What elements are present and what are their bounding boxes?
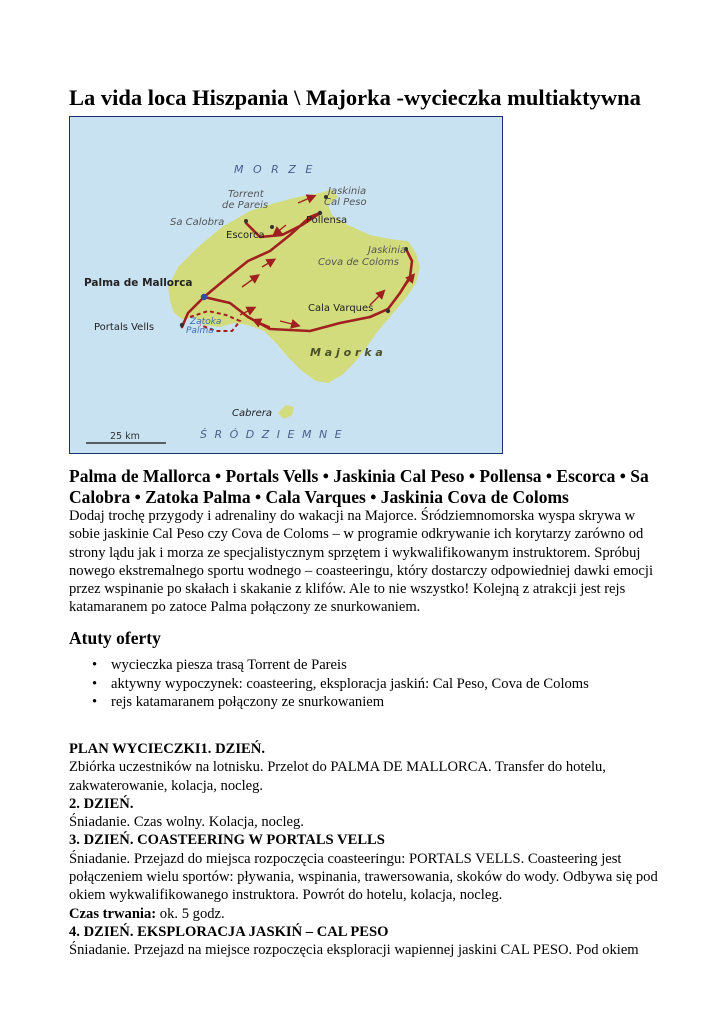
day4-heading: 4. DZIEŃ. EKSPLORACJA JASKIŃ – CAL PESO [69, 923, 389, 940]
torrent-label-2: de Pareis [222, 200, 269, 211]
route-title: Palma de Mallorca • Portals Vells • Jaskinia Cal Peso • Pollensa • Escorca • Sa Calobra • Zatoka Palma • Cala Varques • Jaskinia Cova de Coloms [69, 466, 649, 507]
scale-label: 25 km [110, 431, 140, 442]
list-item-text: rejs katamaranem połączony ze snurkowaniem [111, 694, 385, 711]
atuty-list [69, 656, 669, 712]
list-item [69, 675, 669, 694]
atuty-heading: Atuty oferty [69, 628, 161, 648]
torrent-label-1: Torrent [228, 189, 264, 200]
island-label: M a j o r k a [310, 346, 383, 359]
palma-label: Palma de Mallorca [84, 277, 193, 289]
sea-south-label: Ś R Ó D Z I E M N E [200, 428, 344, 441]
route-map [69, 116, 503, 454]
cal-peso-label-2: Cal Peso [324, 197, 367, 208]
day1-heading: PLAN WYCIECZKI1. DZIEŃ. [69, 741, 265, 757]
cova-label-1: Jaskinia [368, 245, 407, 256]
sea-north-label: M O R Z E [234, 163, 316, 176]
bullet-icon: • [92, 657, 98, 673]
list-item [69, 693, 669, 712]
list-item [69, 656, 669, 675]
cabrera-label: Cabrera [232, 408, 272, 419]
list-item-text: wycieczka piesza trasą Torrent de Pareis [111, 657, 347, 673]
day1-text: Zbiórka uczestników na lotnisku. Przelot do PALMA DE MALLORCA. Transfer do hotelu, zakwaterowanie, kolacja, nocleg. [69, 759, 606, 794]
intro-paragraph: Dodaj trochę przygody i adrenaliny do wakacji na Majorce. Śródziemnomorska wyspa skrywa w sobie jaskinie Cal Peso czy Cova de Coloms – w programie odkrywanie ich korytarzy zarówno od strony lądu jak i morza ze specjalistycznym sprzętem i wykwalifikowanym instruktorem. Spróbuj nowego ekstremalnego sportu wodnego – coasteeringu, który dostarczy odpowiedniej dawki emocji przez wspinanie po skałach i skakanie z klifów. Ale to nie wszystko! Kolejną z atrakcji jest rejs katamaranem po zatoce Palma połączony ze snurkowaniem. [69, 508, 653, 616]
trip-plan [69, 740, 669, 960]
zatoka-label-1: Zatoka [190, 317, 222, 327]
duration-value: ok. 5 godz. [156, 905, 225, 922]
day2-text: Śniadanie. Czas wolny. Kolacja, nocleg. [69, 814, 304, 831]
cala-varques-label: Cala Varques [308, 303, 374, 314]
pollensa-label: Pollensa [306, 215, 348, 226]
page-title: La vida loca Hiszpania \ Majorka -wycieczka multiaktywna [69, 85, 641, 110]
bullet-icon: • [92, 694, 98, 711]
day3-text: Śniadanie. Przejazd do miejsca rozpoczęcia coasteeringu: PORTALS VELLS. Coasteering jest połączeniem wielu sportów: pływania, wspinania, trawersowania, skoków do wody. Odbywa się pod okiem wykwalifikowanego instruktora. Powrót do hotelu, kolacja, nocleg. [69, 850, 658, 904]
day3-duration [69, 905, 669, 923]
list-item-text: aktywny wypoczynek: coasteering, eksploracja jaskiń: Cal Peso, Cova de Coloms [111, 675, 589, 692]
day3-heading: 3. DZIEŃ. COASTEERING W PORTALS VELLS [69, 832, 385, 849]
portals-label: Portals Vells [94, 322, 155, 333]
day4-text: Śniadanie. Przejazd na miejsce rozpoczęcia eksploracji wapiennej jaskini CAL PESO. Pod okiem [69, 942, 639, 959]
map-svg [70, 117, 502, 453]
duration-label: Czas trwania: [69, 905, 157, 922]
escorca-label: Escorca [226, 230, 265, 241]
zatoka-label-2: Palma [186, 326, 214, 336]
sa-calobra-label: Sa Calobra [170, 217, 225, 228]
cal-peso-label-1: Jaskinia [328, 186, 367, 197]
cova-label-2: Cova de Coloms [318, 257, 399, 268]
bullet-icon: • [92, 675, 98, 692]
day2-heading: 2. DZIEŃ. [69, 795, 134, 812]
